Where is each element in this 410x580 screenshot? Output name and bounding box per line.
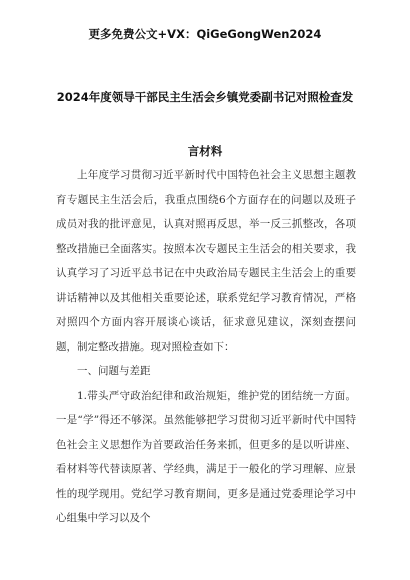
title-line-1: 2024年度领导干部民主生活会乡镇党委副书记对照检查发 (56, 90, 354, 104)
document-body (56, 163, 356, 531)
watermark-header: 更多免费公文+VX：QiGeGongWen2024 (88, 27, 322, 41)
section-heading: 一、问题与差距 (77, 365, 151, 377)
document-title (46, 70, 364, 178)
point-1-paragraph: 1.带头严守政治纪律和政治规矩，维护党的团结统一方面。一是“学”得还不够深。虽然能够把学习贯彻习近平新时代中国特色社会主义思想作为首要政治任务来抓，但更多的是以听讲座、看材料等代替读原著、学经典，满足于一般化的学习理解、应景性的现学现用。党纪学习教育期间，更多是通过党委理论学习中心组集中学习以及个 (56, 389, 356, 524)
intro-paragraph: 上年度学习贯彻习近平新时代中国特色社会主义思想主题教育专题民主生活会后，我重点围绕6个方面存在的问题以及班子成员对我的批评意见，认真对照再反思，举一反三抓整改，各项整改措施已全面落实。按照本次专题民主生活会的相关要求，我认真学习了习近平总书记在中央政治局专题民主生活会上的重要讲话精神以及其他相关重要论述，联系党纪学习教育情况，严格对照四个方面内容开展谈心谈话，征求意见建议，深刻查摆问题，制定整改措施。现对照检查如下： (56, 169, 356, 353)
title-line-2: 言材料 (187, 144, 223, 158)
